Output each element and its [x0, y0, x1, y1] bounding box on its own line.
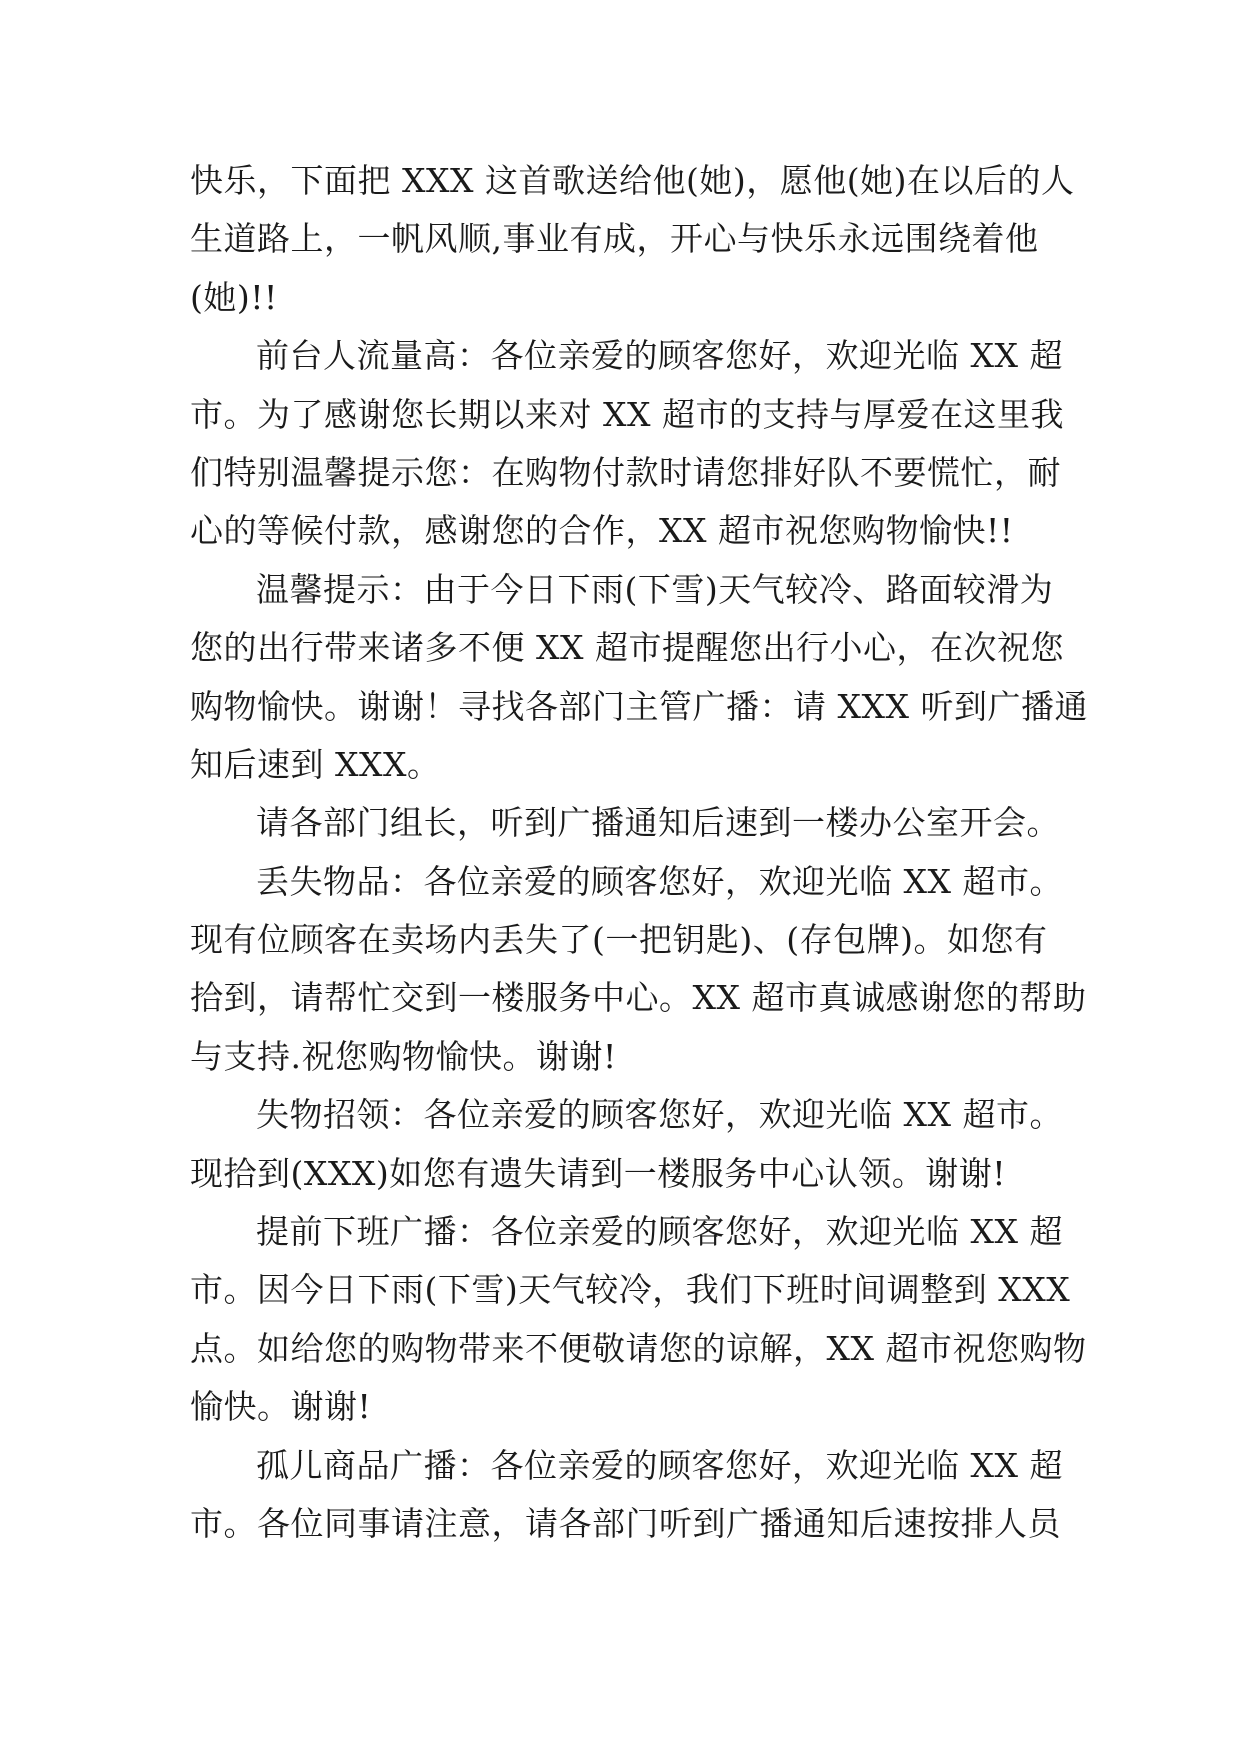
text-line: 点。如给您的购物带来不便敬请您的谅解，XX 超市祝您购物: [190, 1328, 1087, 1368]
paragraph-start-line: 前台人流量高：各位亲爱的顾客您好，欢迎光临 XX 超: [256, 336, 1063, 376]
text-line: 生道路上，一帆风顺,事业有成，开心与快乐永远围绕着他: [190, 219, 1039, 259]
text-line: 现拾到(XXX)如您有遗失请到一楼服务中心认领。谢谢!: [190, 1153, 1006, 1193]
paragraph-start-line: 失物招领：各位亲爱的顾客您好，欢迎光临 XX 超市。: [256, 1095, 1063, 1135]
paragraph-start-line: 丢失物品：各位亲爱的顾客您好，欢迎光临 XX 超市。: [256, 861, 1063, 901]
text-line: 与支持.祝您购物愉快。谢谢!: [190, 1036, 617, 1076]
document-body: [190, 152, 1088, 1553]
text-line: 市。为了感谢您长期以来对 XX 超市的支持与厚爱在这里我: [190, 394, 1064, 434]
paragraph-start-line: 提前下班广播：各位亲爱的顾客您好，欢迎光临 XX 超: [256, 1212, 1063, 1252]
text-line: 们特别温馨提示您：在购物付款时请您排好队不要慌忙，耐: [190, 452, 1061, 492]
text-line: (她)!!: [190, 277, 278, 317]
text-line: 心的等候付款，感谢您的合作，XX 超市祝您购物愉快!!: [190, 511, 1014, 551]
text-line: 现有位顾客在卖场内丢失了(一把钥匙)、(存包牌)。如您有: [190, 920, 1048, 960]
paragraph-start-line: 温馨提示：由于今日下雨(下雪)天气较冷、路面较滑为: [256, 569, 1054, 609]
text-line: 愉快。谢谢!: [190, 1387, 372, 1427]
paragraph-start-line: 孤儿商品广播：各位亲爱的顾客您好，欢迎光临 XX 超: [256, 1445, 1063, 1485]
text-line: 购物愉快。谢谢！寻找各部门主管广播：请 XXX 听到广播通: [190, 686, 1088, 726]
text-line: 市。因今日下雨(下雪)天气较冷，我们下班时间调整到 XXX: [190, 1270, 1071, 1310]
text-line: 您的出行带来诸多不便 XX 超市提醒您出行小心，在次祝您: [190, 628, 1064, 668]
text-line: 知后速到 XXX。: [190, 744, 441, 784]
text-line: 拾到，请帮忙交到一楼服务中心。XX 超市真诚感谢您的帮助: [190, 978, 1087, 1018]
text-line: 市。各位同事请注意，请各部门听到广播通知后速按排人员: [190, 1503, 1061, 1543]
text-line: 快乐，下面把 XXX 这首歌送给他(她)，愿他(她)在以后的人: [190, 161, 1075, 200]
paragraph-start-line: 请各部门组长，听到广播通知后速到一楼办公室开会。: [256, 803, 1060, 843]
